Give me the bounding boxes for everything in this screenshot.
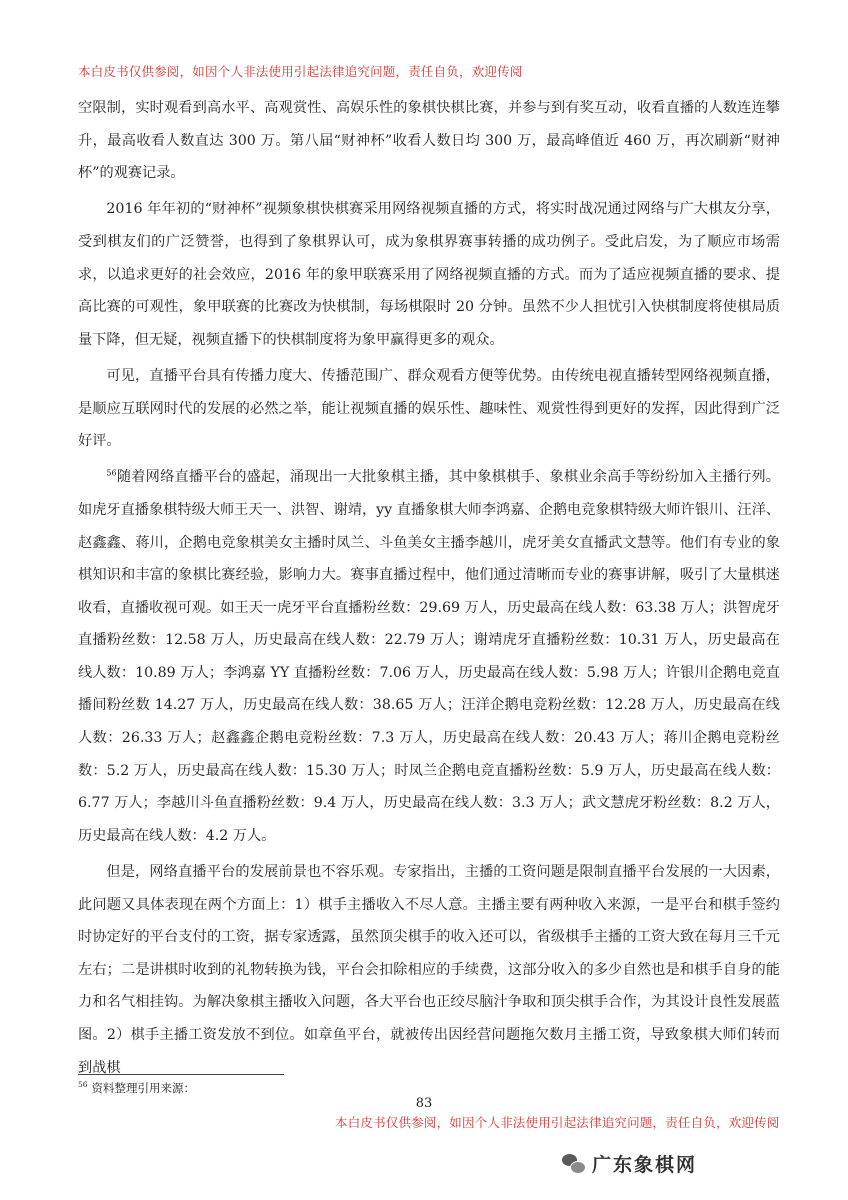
watermark: [562, 1150, 697, 1177]
header-disclaimer: 本白皮书仅供参阅，如因个人非法使用引起法律追究问题，责任自负，欢迎传阅: [78, 64, 523, 79]
document-body: [78, 92, 780, 1088]
paragraph-4-text: 随着网络直播平台的盛起，涌现出一大批象棋主播，其中象棋棋手、象棋业余高手等纷纷加入主播行列。如虎牙直播象棋特级大师王天一、洪智、谢靖，yy 直播象棋大师李鸿嘉、企鹅电竞象棋特级大师许银川、汪洋、赵鑫鑫、蒋川，企鹅电竞象棋美女主播时凤兰、斗鱼美女主播李越川，虎牙美女直播武文慧等。他们有专业的象棋知识和丰富的象棋比赛经验，影响力大。赛事直播过程中，他们通过清晰而专业的赛事讲解，吸引了大量棋迷收看，直播收视可观。如王天一虎牙平台直播粉丝数：29.69 万人，历史最高在线人数：63.38 万人；洪智虎牙直播粉丝数：12.58 万人，历史最高在线人数：22.79 万人；谢靖虎牙直播粉丝数：10.31 万人，历史最高在线人数：10.89 万人；李鸿嘉 YY 直播粉丝数：7.06 万人，历史最高在线人数：5.98 万人；许银川企鹅电竞直播间粉丝数 14.27 万人，历史最高在线人数：38.65 万人；汪洋企鹅电竞粉丝数：12.28 万人，历史最高在线人数：26.33 万人；赵鑫鑫企鹅电竞粉丝数：7.3 万人，历史最高在线人数：20.43 万人；蒋川企鹅电竞粉丝数：5.2 万人，历史最高在线人数：15.30 万人；时凤兰企鹅电竞直播粉丝数：5.9 万人，历史最高在线人数：6.77 万人；李越川斗鱼直播粉丝数：9.4 万人，历史最高在线人数：3.3 万人；武文慧虎牙粉丝数：8.2 万人，历史最高在线人数：4.2 万人。: [78, 469, 780, 844]
footnote-text: 资料整理引用来源：: [91, 1081, 196, 1095]
paragraph-3: 可见，直播平台具有传播力度大、传播范围广、群众观看方便等优势。由传统电视直播转型网络视频直播，是顺应互联网时代的发展的必然之举，能让视频直播的娱乐性、趣味性、观赏性得到更好的发挥，因此得到广泛好评。: [78, 367, 780, 450]
paragraph-1: 空限制，实时观看到高水平、高观赏性、高娱乐性的象棋快棋比赛，并参与到有奖互动，收看直播的人数连连攀升，最高收看人数直达 300 万。第八届“财神杯”收看人数日均 300 万，最高峰值近 460 万，再次刷新“财神杯”的观赛记录。: [78, 100, 780, 182]
footer-disclaimer: 本白皮书仅供参阅，如因个人非法使用引起法律追究问题，责任自负，欢迎传阅: [335, 1115, 780, 1130]
footnote-divider: [78, 1074, 284, 1075]
paragraph-5: 但是，网络直播平台的发展前景也不容乐观。专家指出，主播的工资问题是限制直播平台发展的一大因素，此问题又具体表现在两个方面上：1）棋手主播收入不尽人意。主播主要有两种收入来源，一是平台和棋手签约时协定好的平台支付的工资，据专家透露，虽然顶尖棋手的收入还可以，省级棋手主播的工资大致在每月三千元左右；二是讲棋时收到的礼物转换为钱，平台会扣除相应的手续费，这部分收入的多少自然也是和棋手自身的能力和名气相挂钩。为解决象棋主播收入问题，各大平台也正绞尽脑汁争取和顶尖棋手合作，为其设计良性发展蓝图。2）棋手主播工资发放不到位。如章鱼平台，就被传出因经营问题拖欠数月主播工资，导致象棋大师们转而到战棋: [78, 864, 780, 1076]
paragraph-2: 2016 年年初的“财神杯”视频象棋快棋赛采用网络视频直播的方式，将实时战况通过网络与广大棋友分享，受到棋友们的广泛赞誉，也得到了象棋界认可，成为象棋界赛事转播的成功例子。受此启发，为了顺应市场需求，以追求更好的社会效应，2016 年的象甲联赛采用了网络视频直播的方式。而为了适应视频直播的要求、提高比赛的可观性，象甲联赛的比赛改为快棋制，每场棋限时 20 分钟。虽然不少人担忧引入快棋制度将使棋局质量下降，但无疑，视频直播下的快棋制度将为象甲赢得更多的观众。: [78, 201, 780, 348]
footnote-number: 56: [78, 1080, 88, 1090]
wechat-icon: [562, 1152, 586, 1176]
footnote-reference: 56: [106, 468, 117, 478]
page-number: 83: [415, 1096, 433, 1111]
watermark-text: 广东象棋网: [592, 1154, 698, 1176]
paragraph-4: [78, 461, 780, 852]
footnote: [78, 1080, 195, 1096]
